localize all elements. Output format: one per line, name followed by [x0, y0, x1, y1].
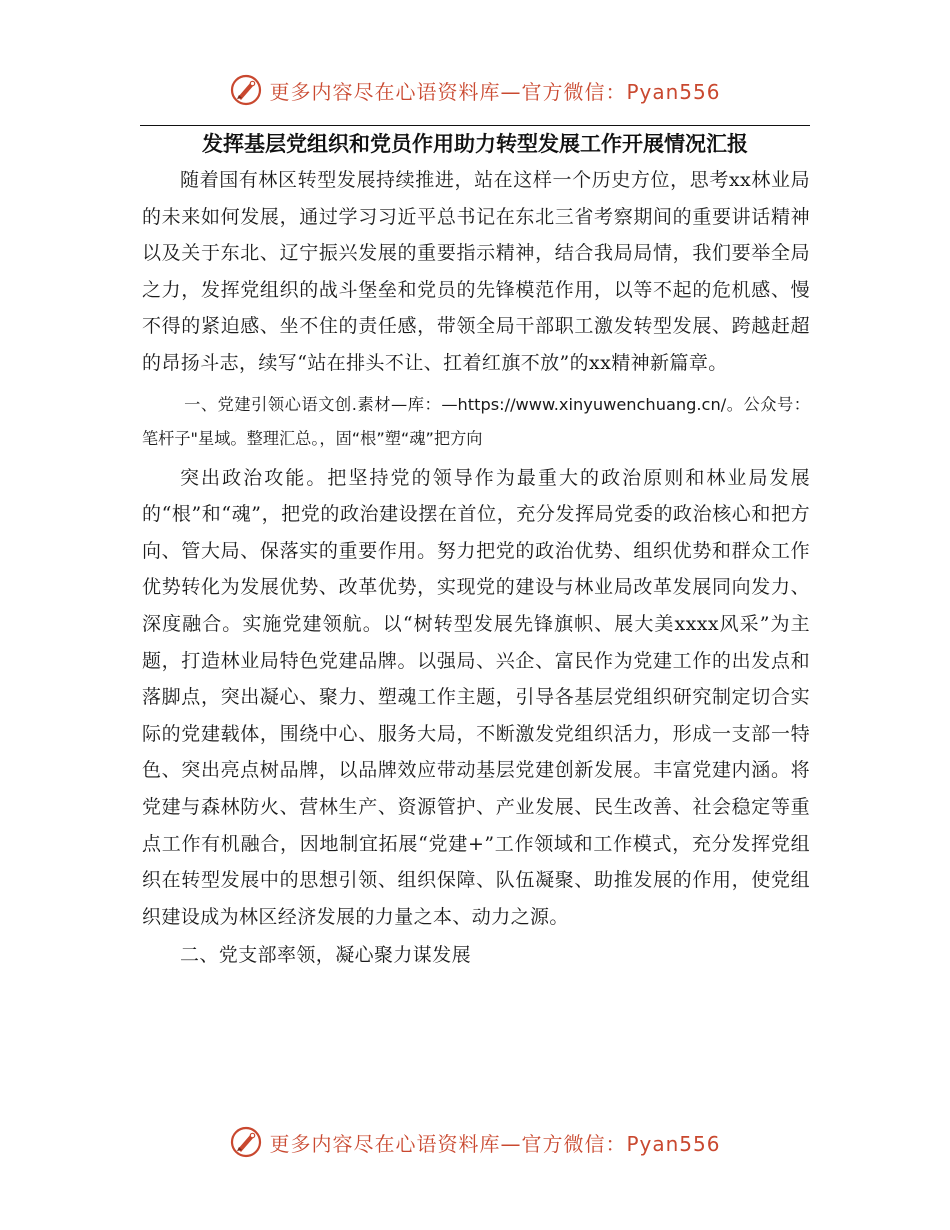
- paragraph-intro: 随着国有林区转型发展持续推进，站在这样一个历史方位，思考xx林业局的未来如何发展，通过学习习近平总书记在东北三省考察期间的重要讲话精神以及关于东北、辽宁振兴发展的重要指示精神，结合我局局情，我们要举全局之力，发挥党组织的战斗堡垒和党员的先锋模范作用，以等不起的危机感、慢不得的紧迫感、坐不住的责任感，带领全局干部职工激发转型发展、跨越赶超的昂扬斗志，续写“站在排头不让、扛着红旗不放”的xx精神新篇章。: [142, 169, 810, 374]
- footer-banner: [0, 1122, 950, 1162]
- title-rule: [140, 125, 810, 126]
- header-banner: [0, 70, 950, 110]
- section-heading-1: 一、党建引领心语文创.素材—库：—https://www.xinyuwenchuang.cn/。公众号：笔杆子"星域。整理汇总。，固“根”塑“魂”把方向: [142, 394, 810, 448]
- section-heading-2: 二、党支部率领，凝心聚力谋发展: [180, 944, 472, 967]
- document-body: [142, 162, 810, 974]
- document-title: 发挥基层党组织和党员作用助力转型发展工作开展情况汇报: [202, 132, 748, 156]
- footer-banner-text: 更多内容尽在心语资料库—官方微信：Pyan556: [269, 1131, 721, 1156]
- paragraph-section-1: 突出政治攻能。把坚持党的领导作为最重大的政治原则和林业局发展的“根”和“魂”，把党的政治建设摆在首位，充分发挥局党委的政治核心和把方向、管大局、保落实的重要作用。努力把党的政治优势、组织优势和群众工作优势转化为发展优势、改革优势，实现党的建设与林业局改革发展同向发力、深度融合。实施党建领航。以“树转型发展先锋旗帜、展大美xxxx风采”为主题，打造林业局特色党建品牌。以强局、兴企、富民作为党建工作的出发点和落脚点，突出凝心、聚力、塑魂工作主题，引导各基层党组织研究制定切合实际的党建载体，围绕中心、服务大局，不断激发党组织活力，形成一支部一特色、突出亮点树品牌，以品牌效应带动基层党建创新发展。丰富党建内涵。将党建与森林防火、营林生产、资源管护、产业发展、民生改善、社会稳定等重点工作有机融合，因地制宜拓展“党建+”工作领域和工作模式，充分发挥党组织在转型发展中的思想引领、组织保障、队伍凝聚、助推发展的作用，使党组织建设成为林区经济发展的力量之本、动力之源。: [142, 466, 810, 928]
- logo-icon: [229, 73, 263, 107]
- header-banner-text: 更多内容尽在心语资料库—官方微信：Pyan556: [269, 79, 721, 104]
- logo-icon: [229, 1125, 263, 1159]
